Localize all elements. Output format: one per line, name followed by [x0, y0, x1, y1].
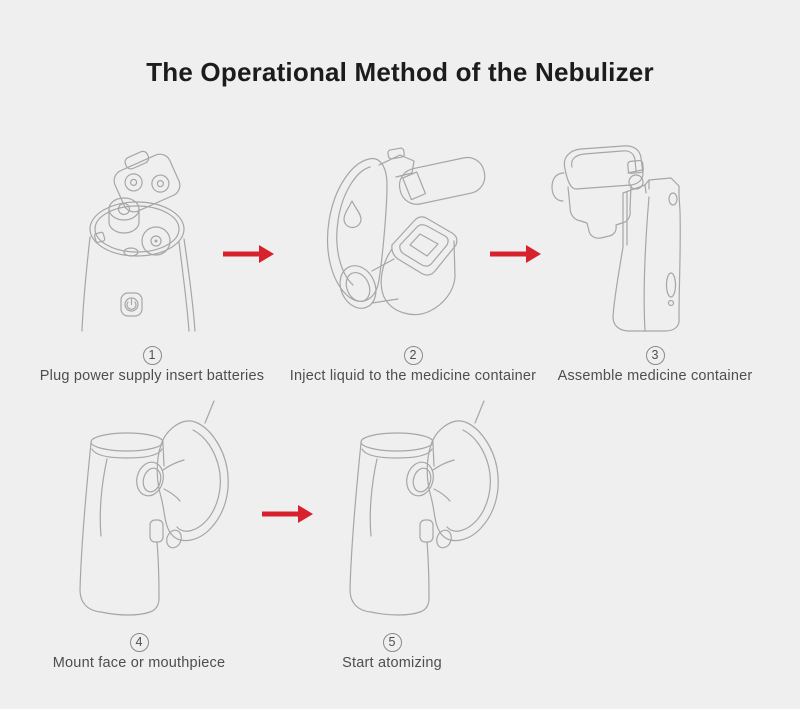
- right-arrow-icon: [488, 242, 542, 266]
- step-caption-label: Assemble medicine container: [557, 368, 753, 384]
- step-caption-label: Start atomizing: [342, 655, 442, 671]
- page-title: The Operational Method of the Nebulizer: [146, 57, 654, 87]
- step-1-caption: [2, 346, 302, 384]
- nebulizer-top-open-batteries-icon: [75, 145, 245, 345]
- device-with-face-mask-icon: [327, 400, 542, 632]
- step-3-caption: [505, 346, 800, 384]
- step-number-badge: 3: [646, 346, 665, 365]
- container-above-device-body-icon: [543, 135, 753, 340]
- step-number-badge: 1: [143, 346, 162, 365]
- step-number-badge: 2: [404, 346, 423, 365]
- step-5-caption: [242, 633, 542, 671]
- medicine-container-dropper-icon: [312, 135, 512, 340]
- step-caption-label: Inject liquid to the medicine container: [289, 368, 537, 384]
- step-number-badge: 5: [383, 633, 402, 652]
- right-arrow-icon: [260, 502, 314, 526]
- step-caption-label: Plug power supply insert batteries: [39, 368, 265, 384]
- step-caption-label: Mount face or mouthpiece: [52, 655, 226, 671]
- step-number-badge: 4: [130, 633, 149, 652]
- right-arrow-icon: [221, 242, 275, 266]
- device-with-face-mask-icon: [57, 400, 272, 632]
